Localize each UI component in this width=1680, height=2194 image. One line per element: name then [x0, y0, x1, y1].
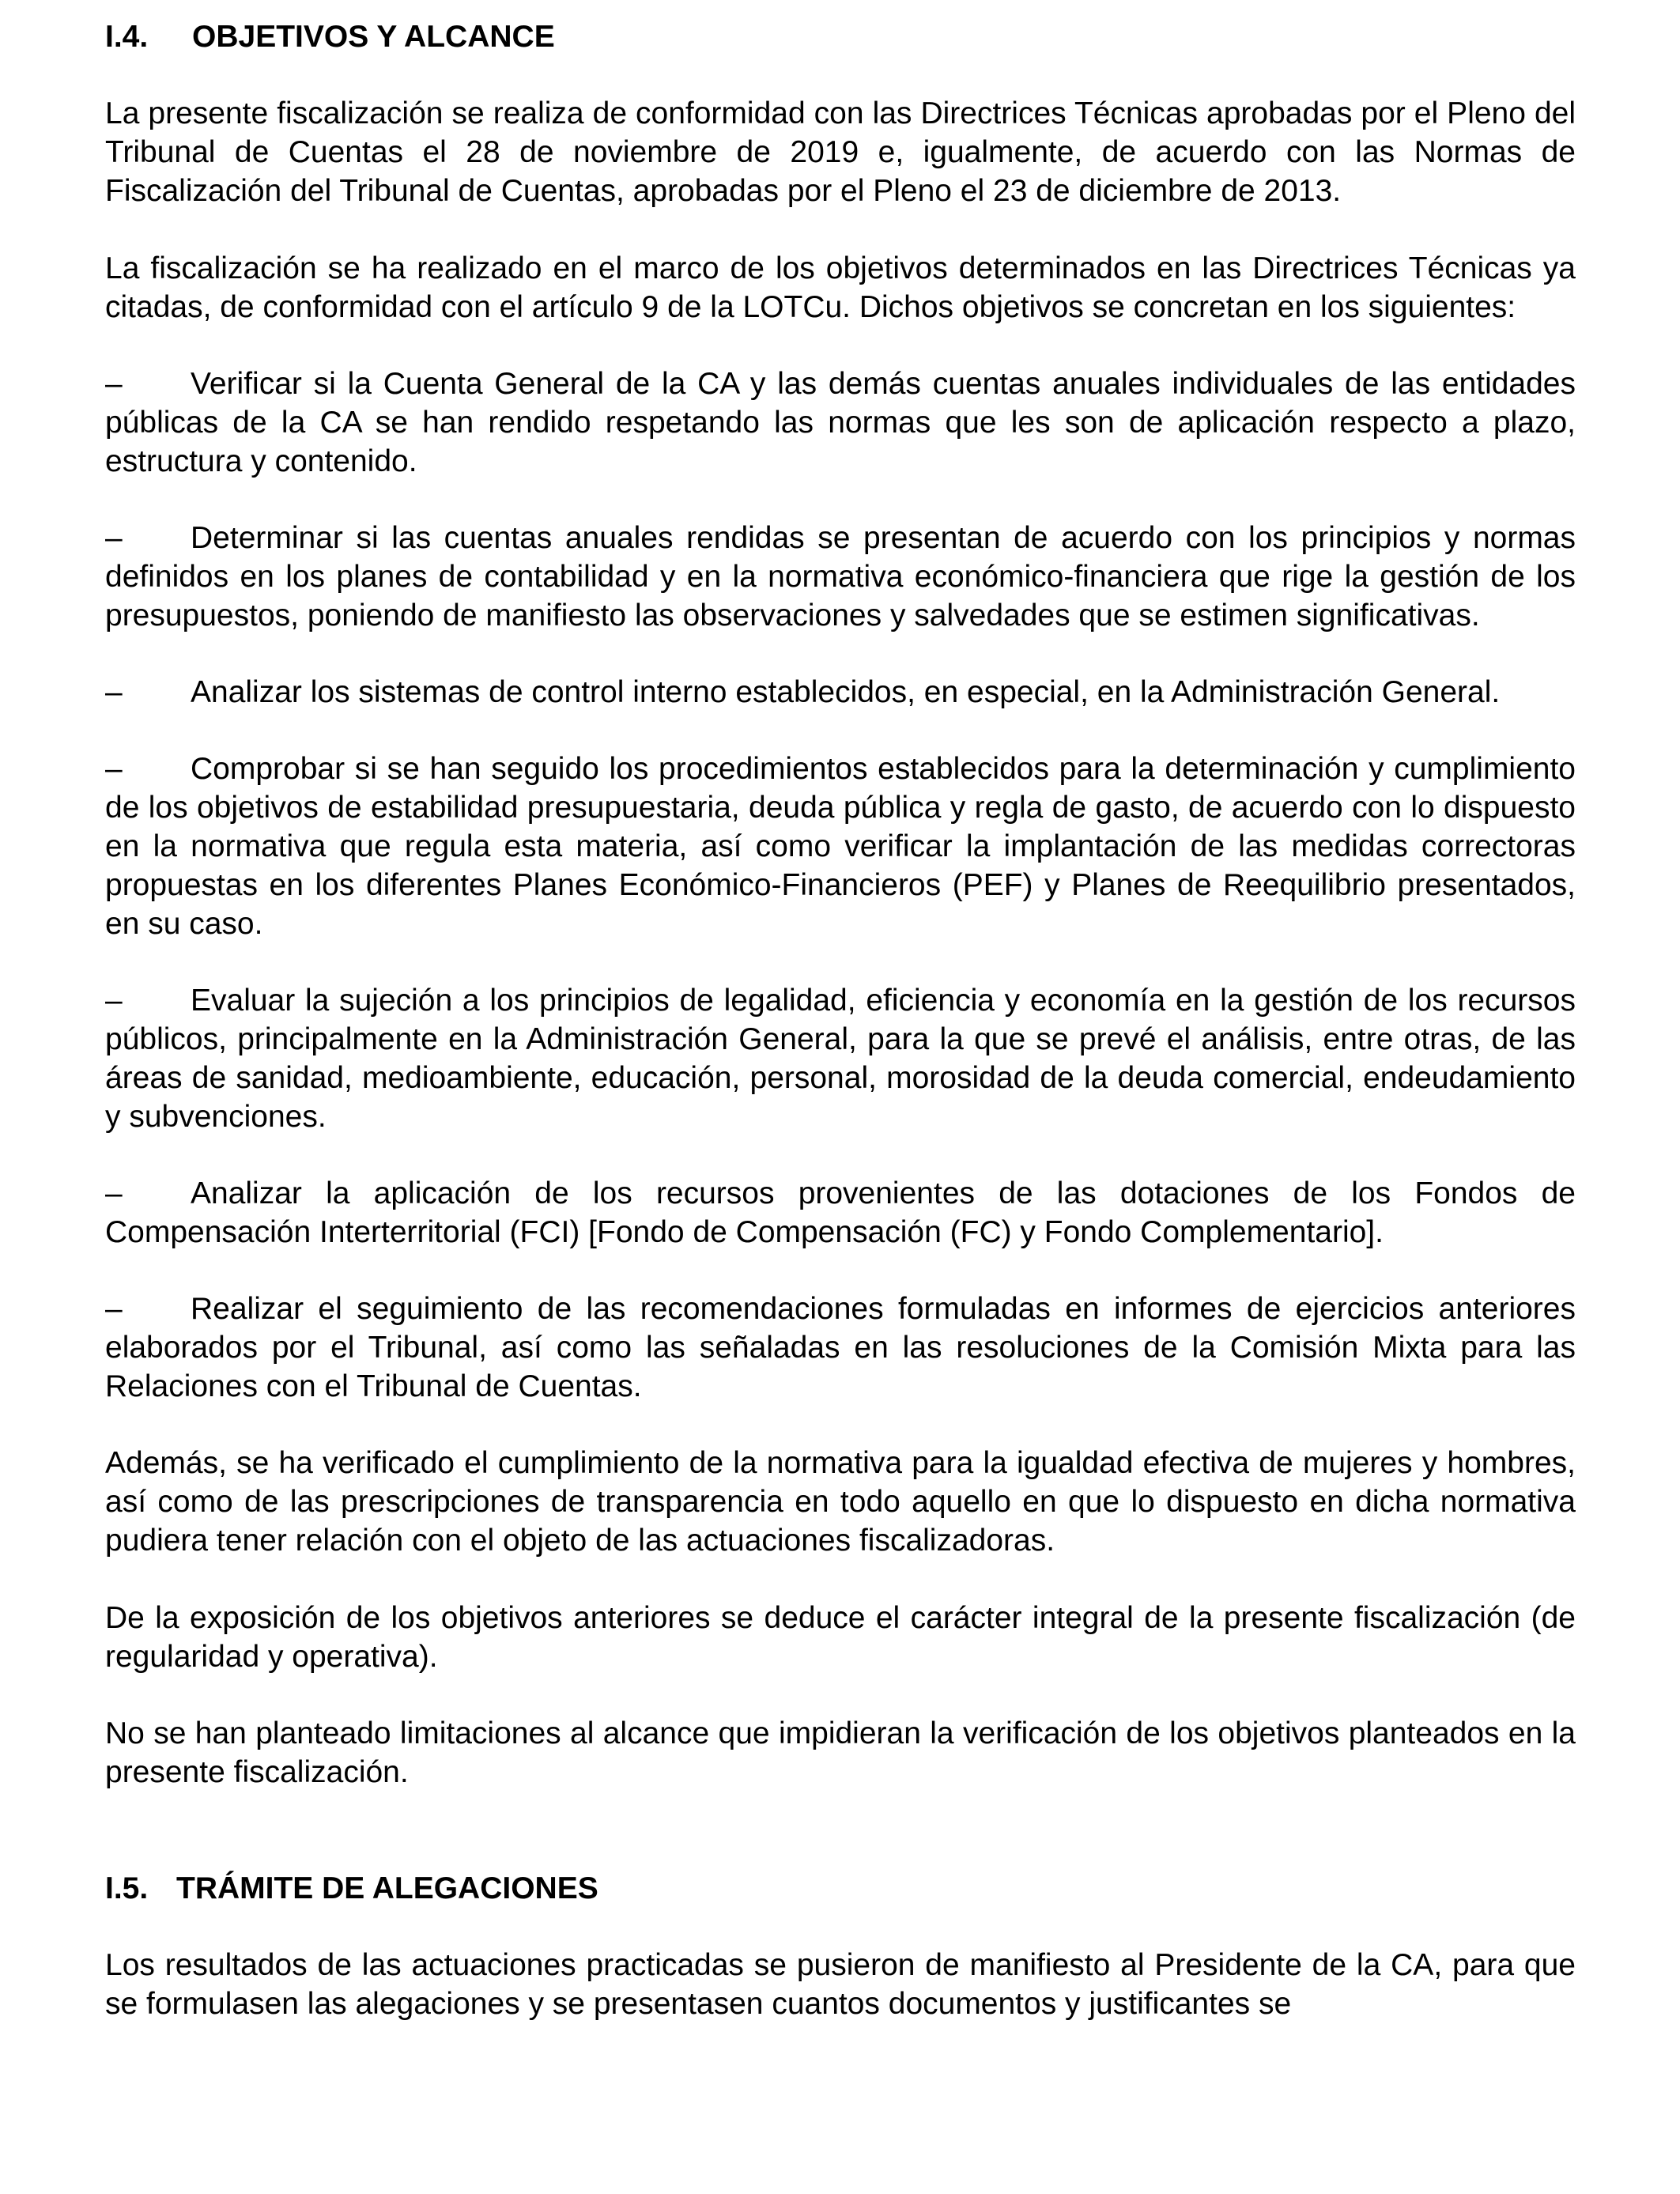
- dash-bullet-icon: –: [105, 1292, 123, 1326]
- section-title: OBJETIVOS Y ALCANCE: [192, 20, 555, 54]
- objective-item: [105, 364, 1576, 481]
- paragraph-directrices: La presente fiscalización se realiza de conformidad con las Directrices Técnicas aprobadas por el Pleno del Tribunal de Cuentas el 28 de noviembre de 2019 e, igualmente, de acuerdo con las Normas de Fiscalización del Tribunal de Cuentas, aprobadas por el Pleno el 23 de diciembre de 2013.: [105, 96, 1576, 208]
- section-title: TRÁMITE DE ALEGACIONES: [176, 1871, 598, 1905]
- paragraph-igualdad-transparencia: Además, se ha verificado el cumplimiento de la normativa para la igualdad efectiva de mujeres y hombres, así como de las prescripciones de transparencia en todo aquello en que lo dispuesto en dicha normativa pudiera tener relación con el objeto de las actuaciones fiscalizadoras.: [105, 1446, 1576, 1558]
- objective-item: [105, 673, 1576, 712]
- dash-bullet-icon: –: [105, 367, 123, 401]
- objective-item: [105, 750, 1576, 943]
- paragraph-marco-objetivos: La fiscalización se ha realizado en el marco de los objetivos determinados en las Directrices Técnicas ya citadas, de conformidad con el artículo 9 de la LOTCu. Dichos objetivos se concretan en los siguientes:: [105, 251, 1576, 324]
- dash-bullet-icon: –: [105, 752, 123, 786]
- objective-item: [105, 981, 1576, 1136]
- section-heading-objetivos: [105, 17, 1576, 56]
- objective-text: Realizar el seguimiento de las recomendaciones formuladas en informes de ejercicios anteriores elaborados por el Tribunal, así como las señaladas en las resoluciones de la Comisión Mixta para las Relaciones con el Tribunal de Cuentas.: [105, 1292, 1576, 1403]
- section-number: I.5.: [105, 1871, 149, 1905]
- objective-text: Determinar si las cuentas anuales rendidas se presentan de acuerdo con los principios y normas definidos en los planes de contabilidad y en la normativa económico-financiera que rige la gestión de los presupuestos, poniendo de manifiesto las observaciones y salvedades que se estimen significativas.: [105, 521, 1576, 633]
- objective-item: [105, 519, 1576, 635]
- document-page: [105, 17, 1576, 2023]
- dash-bullet-icon: –: [105, 675, 123, 709]
- objective-text: Evaluar la sujeción a los principios de legalidad, eficiencia y economía en la gestión de los recursos públicos, principalmente en la Administración General, para la que se prevé el análisis, entre otras, de las áreas de sanidad, medioambiente, educación, personal, morosidad de la deuda comercial, endeudamiento y subvenciones.: [105, 984, 1576, 1134]
- section-heading-alegaciones: [105, 1869, 1576, 1908]
- objective-item: [105, 1174, 1576, 1252]
- paragraph-resultados: Los resultados de las actuaciones practicadas se pusieron de manifiesto al Presidente de la CA, para que se formulasen las alegaciones y se presentasen cuantos documentos y justificantes se: [105, 1948, 1576, 2021]
- objective-text: Comprobar si se han seguido los procedimientos establecidos para la determinación y cumplimiento de los objetivos de estabilidad presupuestaria, deuda pública y regla de gasto, de acuerdo con lo dispuesto en la normativa que regula esta materia, así como verificar la implantación de las medidas correctoras propuestas en los diferentes Planes Económico-Financieros (PEF) y Planes de Reequilibrio presentados, en su caso.: [105, 752, 1576, 941]
- paragraph-limitaciones: No se han planteado limitaciones al alcance que impidieran la verificación de los objetivos planteados en la presente fiscalización.: [105, 1716, 1576, 1789]
- dash-bullet-icon: –: [105, 984, 123, 1018]
- objective-text: Verificar si la Cuenta General de la CA y las demás cuentas anuales individuales de las entidades públicas de la CA se han rendido respetando las normas que les son de aplicación respecto a plazo, estructura y contenido.: [105, 367, 1576, 478]
- objective-item: [105, 1290, 1576, 1406]
- objective-text: Analizar los sistemas de control interno establecidos, en especial, en la Administración General.: [191, 675, 1501, 709]
- dash-bullet-icon: –: [105, 521, 123, 555]
- objective-text: Analizar la aplicación de los recursos provenientes de las dotaciones de los Fondos de Compensación Interterritorial (FCI) [Fondo de Compensación (FC) y Fondo Complementario].: [105, 1176, 1576, 1249]
- section-number: I.4.: [105, 20, 149, 54]
- dash-bullet-icon: –: [105, 1176, 123, 1210]
- paragraph-caracter-integral: De la exposición de los objetivos anteriores se deduce el carácter integral de la presente fiscalización (de regularidad y operativa).: [105, 1601, 1576, 1674]
